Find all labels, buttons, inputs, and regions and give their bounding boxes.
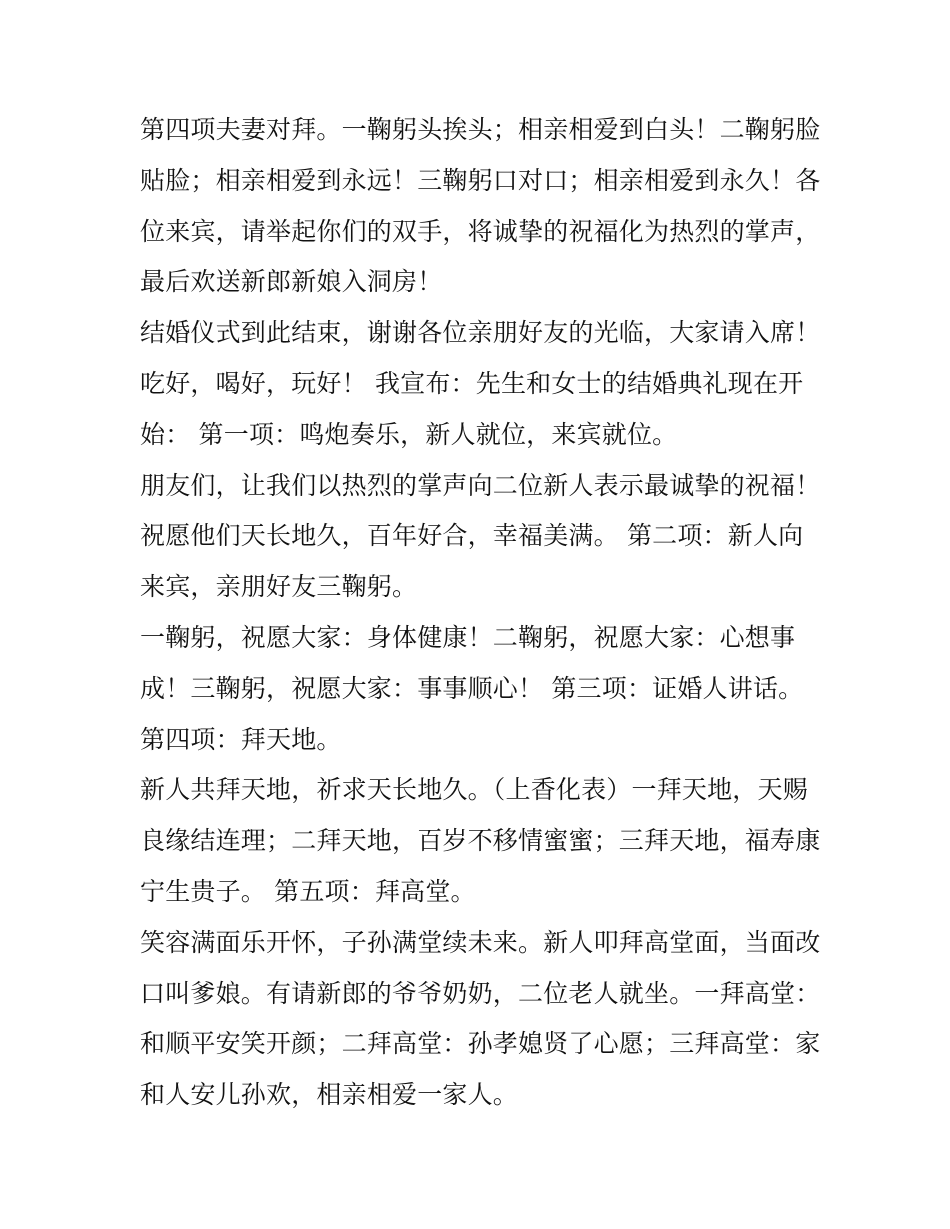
text-line: 良缘结连理；二拜天地，百岁不移情蜜蜜；三拜天地，福寿康: [140, 826, 821, 856]
text-line: 祝愿他们天长地久，百年好合，幸福美满。 第二项：新人向: [140, 521, 804, 551]
document-body: [140, 109, 820, 1125]
text-line: 一鞠躬，祝愿大家：身体健康！二鞠躬，祝愿大家：心想事: [140, 622, 796, 652]
text-line: 笑容满面乐开怀，子孙满堂续未来。新人叩拜高堂面，当面改: [140, 927, 821, 957]
text-line: 位来宾，请举起你们的双手，将诚挚的祝福化为热烈的掌声，: [140, 216, 821, 246]
text-line: 贴脸；相亲相爱到永远！三鞠躬口对口；相亲相爱到永久！各: [140, 165, 821, 195]
text-line: 口叫爹娘。有请新郎的爷爷奶奶，二位老人就坐。一拜高堂：: [140, 978, 821, 1008]
text-line: 始： 第一项：鸣炮奏乐，新人就位，来宾就位。: [140, 419, 678, 449]
text-line: 新人共拜天地，祈求天长地久。（上香化表）一拜天地，天赐: [140, 775, 808, 805]
text-line: 第四项夫妻对拜。一鞠躬头挨头；相亲相爱到白头！二鞠躬脸: [140, 115, 821, 144]
text-line: 来宾，亲朋好友三鞠躬。: [140, 572, 418, 602]
text-line: 和顺平安笑开颜；二拜高堂：孙孝媳贤了心愿；三拜高堂：家: [140, 1029, 821, 1059]
text-line: 朋友们，让我们以热烈的掌声向二位新人表示最诚挚的祝福！: [140, 470, 821, 500]
text-line: 第四项：拜天地。: [140, 724, 342, 754]
text-line: 最后欢送新郎新娘入洞房！: [140, 267, 443, 297]
text-line: 吃好，喝好，玩好！ 我宣布：先生和女士的结婚典礼现在开: [140, 368, 804, 398]
text-line: 结婚仪式到此结束，谢谢各位亲朋好友的光临，大家请入席！: [140, 318, 821, 348]
text-line: 成！三鞠躬，祝愿大家：事事顺心！ 第三项：证婚人讲话。: [140, 673, 804, 703]
text-line: 宁生贵子。 第五项：拜高堂。: [140, 876, 476, 906]
text-line: 和人安儿孙欢，相亲相爱一家人。: [140, 1080, 519, 1110]
